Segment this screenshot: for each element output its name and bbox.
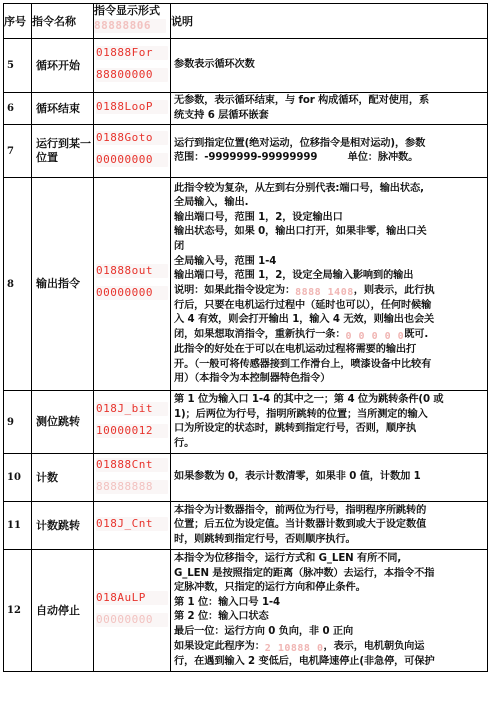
desc-line: 此指令较为复杂，从左到右分别代表:端口号，输出状态,	[174, 182, 424, 194]
desc-line: 时，则跳转到指定行号，否则顺序执行。	[174, 533, 356, 545]
row-display	[94, 550, 171, 672]
desc-line: 输出状态号，如果 0，输出口打开，如果非零，输出口关	[174, 226, 427, 238]
desc-line: 最后一位：运行方向 0 负向，非 0 正向	[174, 626, 354, 638]
led-display-line-1: 018AuLP	[96, 591, 168, 605]
desc-line	[174, 328, 484, 343]
desc-line: 第 2 位：输入口状态	[174, 611, 269, 623]
row-name: 输出指令	[32, 178, 94, 391]
desc-text: 如果设定此程序为：	[174, 640, 265, 652]
header-desc: 说明	[171, 4, 488, 39]
row-no: 5	[4, 39, 32, 93]
desc-line: 本指令为位移指令，运行方式和 G_LEN 有所不同,	[174, 553, 402, 565]
led-display-line-1: 018J_bit	[96, 402, 168, 416]
desc-line: 定脉冲数，只指定的运行方向和停止条件。	[174, 582, 366, 594]
desc-line: 全局输入号，范围 1-4	[174, 255, 277, 267]
desc-line	[174, 640, 484, 655]
header-display	[94, 4, 171, 39]
row-name: 循环结束	[32, 93, 94, 125]
desc-line: 用）（本指令为本控制器特色指令）	[174, 373, 331, 385]
row-name: 循环开始	[32, 39, 94, 93]
row-display	[94, 39, 171, 93]
header-no: 序号	[4, 4, 32, 39]
desc-line: 行后，只要在电机运行过程中（延时也可以），任何时候输	[174, 299, 432, 311]
desc-text: 既可.	[404, 328, 429, 340]
row-no: 11	[4, 502, 32, 550]
led-display-line-1: 0188LooP	[96, 100, 168, 114]
desc-text: 说明：如果此指令设定为：	[174, 284, 296, 296]
led-display-line-2: 88800000	[96, 68, 168, 82]
desc-line: 运行到指定位置(绝对运动，位移指令是相对运动)，参数	[174, 137, 426, 149]
inline-led-display: 0 0 0 0 0	[345, 330, 405, 342]
desc-line: 入 4 有效，则会打开输出 1，输入 4 无效，则输出也会关	[174, 314, 435, 326]
desc-line: 统支持 6 层循环嵌套	[174, 109, 269, 121]
row-no: 10	[4, 454, 32, 502]
row-description	[171, 391, 488, 454]
desc-line	[174, 284, 484, 299]
row-display	[94, 454, 171, 502]
row-no: 12	[4, 550, 32, 672]
desc-line: G_LEN 是按照指定的距离（脉冲数）去运行，本指令不指	[174, 567, 435, 579]
led-display-line-2: 00000000	[96, 153, 168, 167]
desc-line: 口为所设定的状态时，跳转到指定行号，否则，顺序执	[174, 423, 417, 435]
row-no: 9	[4, 391, 32, 454]
led-display-line-2: 00000000	[96, 613, 168, 627]
table-row	[4, 391, 488, 454]
row-description	[171, 178, 488, 391]
desc-line: 此指令的好处在于可以在电机运动过程将需要的输出打	[174, 343, 417, 355]
desc-line: 1)；后两位为行号，指明所跳转的位置；当所测定的输入	[174, 408, 428, 420]
led-display-line-1: 018J_Cnt	[96, 517, 168, 531]
led-display-line-2: 00000000	[96, 286, 168, 300]
desc-line: 无参数，表示循环结束，与 for 构成循环，配对使用，系	[174, 95, 430, 106]
table-row	[4, 125, 488, 178]
row-display	[94, 178, 171, 391]
desc-line: 如果参数为 0，表示计数清零，如果非 0 值，计数加 1	[174, 471, 421, 483]
inline-led-display: 2 10888 0	[264, 642, 324, 654]
header-name: 指令名称	[32, 4, 94, 39]
table-row	[4, 502, 488, 550]
row-no: 8	[4, 178, 32, 391]
row-description	[171, 125, 488, 178]
row-display	[94, 391, 171, 454]
led-display-line-1: 0188Goto	[96, 131, 168, 145]
desc-line: 开。（一般可将传感器接到工作滑台上，喷漆设备中比较有	[174, 358, 432, 370]
desc-line: 位置；后五位为设定值。当计数器计数到或大于设定数值	[174, 519, 427, 531]
row-display	[94, 93, 171, 125]
desc-line: 输出端口号，范围 1，2，设定输出口	[174, 211, 343, 223]
top-display-digits: 88888806	[94, 19, 166, 33]
row-name: 运行到某一位置	[32, 125, 94, 178]
led-display-line-2: 88888888	[96, 480, 168, 494]
row-display	[94, 125, 171, 178]
row-name: 计数跳转	[32, 502, 94, 550]
desc-line: 行。	[174, 437, 195, 449]
instruction-table	[3, 3, 488, 672]
led-display-line-2: 10000012	[96, 424, 168, 438]
row-name: 自动停止	[32, 550, 94, 672]
row-description	[171, 39, 488, 93]
desc-line: 范围：-9999999-99999999 单位：脉冲数。	[174, 152, 419, 164]
led-display-line-1: 01888Cnt	[96, 458, 168, 472]
table-row	[4, 178, 488, 391]
row-display	[94, 502, 171, 550]
desc-text: ，表示，电机朝负向运	[323, 640, 425, 652]
desc-line: 本指令为计数器指令，前两位为行号，指明程序所跳转的	[174, 504, 427, 516]
table-row	[4, 93, 488, 125]
table-row	[4, 39, 488, 93]
inline-led-display: 8888 1408	[295, 286, 354, 298]
row-name: 计数	[32, 454, 94, 502]
header-display-label: 指令显示形式	[94, 4, 160, 17]
led-display-line-1: 01888out	[96, 264, 168, 278]
row-description	[171, 93, 488, 125]
desc-line: 第 1 位：输入口号 1-4	[174, 596, 281, 608]
led-display-line-1: 01888For	[96, 46, 168, 60]
desc-line: 行，在遇到输入 2 变低后，电机降速停止(非急停，可保护	[174, 655, 435, 667]
row-description	[171, 454, 488, 502]
table-header-row	[4, 4, 488, 39]
desc-line: 参数表示循环次数	[174, 59, 255, 71]
desc-line: 第 1 位为输入口 1-4 的其中之一；第 4 位为跳转条件(0 或	[174, 394, 444, 405]
desc-line: 输出端口号，范围 1，2，设定全局输入影响到的输出	[174, 270, 414, 282]
row-no: 7	[4, 125, 32, 178]
row-description	[171, 502, 488, 550]
table-row	[4, 550, 488, 672]
row-description	[171, 550, 488, 672]
desc-line: 闭	[174, 241, 185, 252]
desc-line: 全局输入，输出.	[174, 197, 249, 209]
desc-text: ，则表示，此行执	[353, 284, 435, 296]
desc-text: 闭，如果想取消指令，重新执行一条：	[174, 328, 346, 340]
table-row	[4, 454, 488, 502]
row-no: 6	[4, 93, 32, 125]
row-name: 测位跳转	[32, 391, 94, 454]
